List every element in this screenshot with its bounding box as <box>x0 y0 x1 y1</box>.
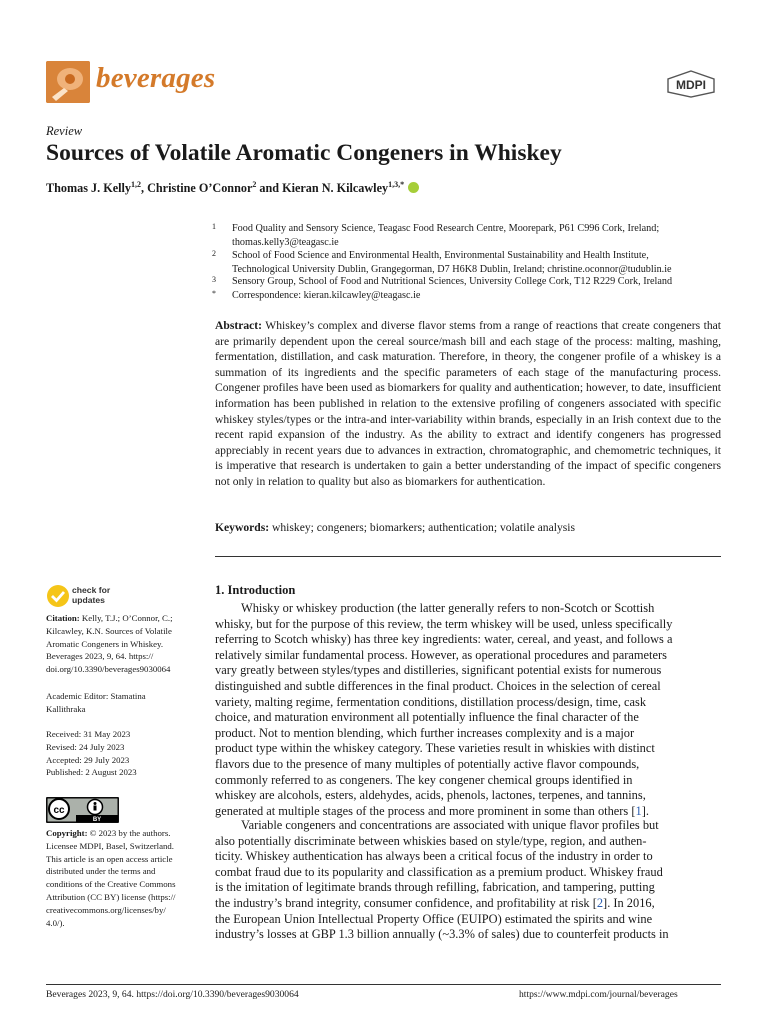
text-line: also potentially discriminate between whiskies based on style/type, region, and authen- <box>215 833 647 848</box>
affiliation-number: * <box>212 289 216 298</box>
intro-paragraph-2 <box>215 818 721 943</box>
journal-name[interactable]: beverages <box>96 62 216 94</box>
footer-divider <box>46 984 721 985</box>
affiliation-text: Food Quality and Sensory Science, Teagasc Food Research Centre, Moorepark, P61 C996 Cork, Ireland; <box>232 223 660 234</box>
text-line: variety, malting regime, fermentation conditions, distillation process/design, time, cask <box>215 694 647 709</box>
affiliation-item <box>212 249 732 276</box>
copyright-line: Attribution (CC BY) license (https:// <box>46 891 176 902</box>
article-title: Sources of Volatile Aromatic Congeners in Whiskey <box>46 140 562 166</box>
section-divider <box>215 556 721 557</box>
text-line: choice, and maturation environment all potentially influence the final character of the <box>215 710 639 725</box>
text-line: flavors due to the presence of many multiples of potentially active flavor compounds, <box>215 756 640 771</box>
date-published: Published: 2 August 2023 <box>46 767 137 778</box>
academic-editor <box>46 690 196 716</box>
affiliation-number: 2 <box>212 249 216 258</box>
text-line: generated at multiple stages of the process and more prominent in some than others [1]. <box>215 803 649 818</box>
copyright-line: conditions of the Creative Commons <box>46 879 176 890</box>
article-dates <box>46 728 196 779</box>
section-heading: 1. Introduction <box>215 583 296 597</box>
text-line: combat fraud due to its popularity and classification as a premium product. Whiskey fraud <box>215 864 663 879</box>
affiliation-item <box>212 275 732 289</box>
affiliation-email[interactable]: thomas.kelly3@teagasc.ie <box>232 236 339 248</box>
text-line: the industry’s brand integrity, consumer confidence, and profitability at risk [2]. In 2016, <box>215 895 655 910</box>
editor-line: Academic Editor: Stamatina <box>46 691 146 701</box>
keywords-text: whiskey; congeners; biomarkers; authentication; volatile analysis <box>272 521 575 534</box>
cc-by-license-icon[interactable] <box>46 797 119 823</box>
correspondence <box>212 289 732 303</box>
text-line: commonly referred to as congeners. The key congener chemical groups identified in <box>215 772 633 787</box>
author-name: Christine O’Connor <box>147 181 253 196</box>
author-affiliation-marker: 2 <box>252 180 257 189</box>
orcid-icon[interactable] <box>408 182 419 193</box>
text-line: relatively similar fundamental process. However, as operational procedures and parameters <box>215 647 667 662</box>
mdpi-logo-icon[interactable] <box>666 70 716 98</box>
check-for-updates-line: updates <box>72 595 105 605</box>
correspondence-text: Correspondence: kieran.kilcawley@teagasc.ie <box>232 290 421 301</box>
text-line: industry’s losses at GBP 1.3 billion annually (~3.3% of sales) due to counterfeit products in <box>215 927 669 942</box>
footer-journal-link[interactable]: https://www.mdpi.com/journal/beverages <box>519 989 678 1000</box>
citation-line: Beverages 2023, 9, 64. https:// <box>46 651 154 662</box>
copyright-block <box>46 827 196 929</box>
copyright-label: Copyright: <box>46 828 88 838</box>
date-accepted: Accepted: 29 July 2023 <box>46 754 130 765</box>
check-for-updates-icon[interactable] <box>46 584 70 608</box>
text-line: product. Not to mention blending, which further increases complexity and is a major <box>215 725 635 740</box>
affiliation-text: School of Food Science and Environmental Health, Environmental Sustainability and Health Institute, <box>232 250 649 261</box>
citation-doi-link[interactable]: doi.org/10.3390/beverages9030064 <box>46 664 171 675</box>
reference-link[interactable]: 2 <box>596 895 604 910</box>
date-revised: Revised: 24 July 2023 <box>46 741 125 752</box>
footer-citation[interactable]: Beverages 2023, 9, 64. https://doi.org/10.3390/beverages9030064 <box>46 989 299 1000</box>
affiliation-text: Technological University Dublin, Grangegorman, D7 H6K8 Dublin, Ireland; christine.oconnor@tudublin.ie <box>232 263 672 275</box>
affiliation-item <box>212 222 732 249</box>
copyright-line: 4.0/). <box>46 917 65 928</box>
keywords-label: Keywords: <box>215 521 270 534</box>
keywords <box>215 521 721 534</box>
citation-line: Aromatic Congeners in Whiskey. <box>46 638 164 649</box>
citation-block <box>46 612 196 676</box>
author-affiliation-marker: 1,2 <box>130 180 141 189</box>
text-line: Whisky or whiskey production (the latter generally refers to non-Scotch or Scottish <box>241 601 655 615</box>
affiliation-text: Sensory Group, School of Food and Nutritional Sciences, University College Cork, T12 R229 Cork, Ireland <box>232 276 673 287</box>
abstract-label: Abstract: <box>215 319 263 332</box>
affiliation-number: 3 <box>212 275 216 284</box>
text-line: whisky, but for the purpose of this review, the term whiskey will be used, unless specifically <box>215 616 673 631</box>
text-line: distinguished and subtle differences in the final product. Choices in the selection of cereal <box>215 678 661 693</box>
author-name: Thomas J. Kelly <box>46 181 131 196</box>
reference-link[interactable]: 1 <box>635 803 642 818</box>
text-line: Variable congeners and concentrations are associated with unique flavor profiles but <box>241 818 659 832</box>
license-link[interactable]: creativecommons.org/licenses/by/ <box>46 904 166 915</box>
abstract <box>215 318 721 490</box>
article-type: Review <box>46 124 83 138</box>
text-line: is the imitation of legitimate brands through refilling, fabrication, and tampering, putting <box>215 880 655 895</box>
check-for-updates-label[interactable] <box>72 585 110 605</box>
author-separator: , <box>140 181 148 196</box>
text-line: ticity. Whiskey authentication has always been a critical focus of the industry in order to <box>215 849 653 864</box>
text-line: the European Union Intellectual Property Office (EUIPO) estimated the spirits and wine <box>215 911 653 926</box>
cc-by-label: BY <box>92 817 102 823</box>
intro-paragraph-1 <box>215 601 721 819</box>
editor-line: Kallithraka <box>46 703 86 714</box>
text-line: whiskey are alcohols, esters, aldehydes, acids, phenols, lactones, terpenes, and tannins, <box>215 788 646 803</box>
author-affiliation-marker: 1,3,* <box>388 180 405 189</box>
svg-text:cc: cc <box>53 805 65 816</box>
copyright-line: This article is an open access article <box>46 853 173 864</box>
copyright-line: distributed under the terms and <box>46 866 156 877</box>
citation-line: Kilcawley, K.N. Sources of Volatile <box>46 625 172 636</box>
author-separator: and <box>256 181 283 196</box>
check-for-updates-line: check for <box>72 585 111 595</box>
author-name: Kieran N. Kilcawley <box>282 181 389 196</box>
text-line: product type within the whiskey category. These varieties result in whiskies with distinct <box>215 741 655 756</box>
abstract-text: Whiskey’s complex and diverse flavor stems from a range of reactions that create congeners that are primarily dependent upon the cereal source/mash bill and each stage of the process: malting, mashing, fermentation, distillation, and cask maturation. Therefore, in theory, the congener profile of a whiskey is a summation of its ingredients and the specific parameters of each stage of the manufacturing process. Congener profiles have been used as biomarkers for quality and authentication; however, to date, insufficient information has been published in relation to the extensive profiling of congeners associated with specific whiskey styles/types or the intra-and inter-variability within brands, especially in an Irish context due to the recent rapid expansion of the industry. As the ability to extract and identify congeners has progressed appreciably in recent years due to advances in extraction, chromatographic, and chemometric techniques, it is imperative that research is undertaken to gain a better understanding of the impact of specific congeners not only in relation to quality but also as biomarkers for authentication. <box>215 319 721 488</box>
author-list <box>46 180 419 196</box>
copyright-line: © 2023 by the authors. <box>89 828 171 838</box>
date-received: Received: 31 May 2023 <box>46 729 131 739</box>
affiliation-number: 1 <box>212 222 216 231</box>
publisher-name: MDPI <box>676 78 706 92</box>
citation-label: Citation: <box>46 613 80 623</box>
citation-line: Kelly, T.J.; O’Connor, C.; <box>81 613 173 623</box>
journal-logo-icon <box>46 61 90 103</box>
copyright-line: Licensee MDPI, Basel, Switzerland. <box>46 840 175 851</box>
text-line: vary greatly between styles/types and distilleries, significant potential exists for numerous <box>215 663 662 678</box>
text-line: referring to Scotch whisky) has three key ingredients: water, cereal, and yeast, and follows a <box>215 632 673 647</box>
